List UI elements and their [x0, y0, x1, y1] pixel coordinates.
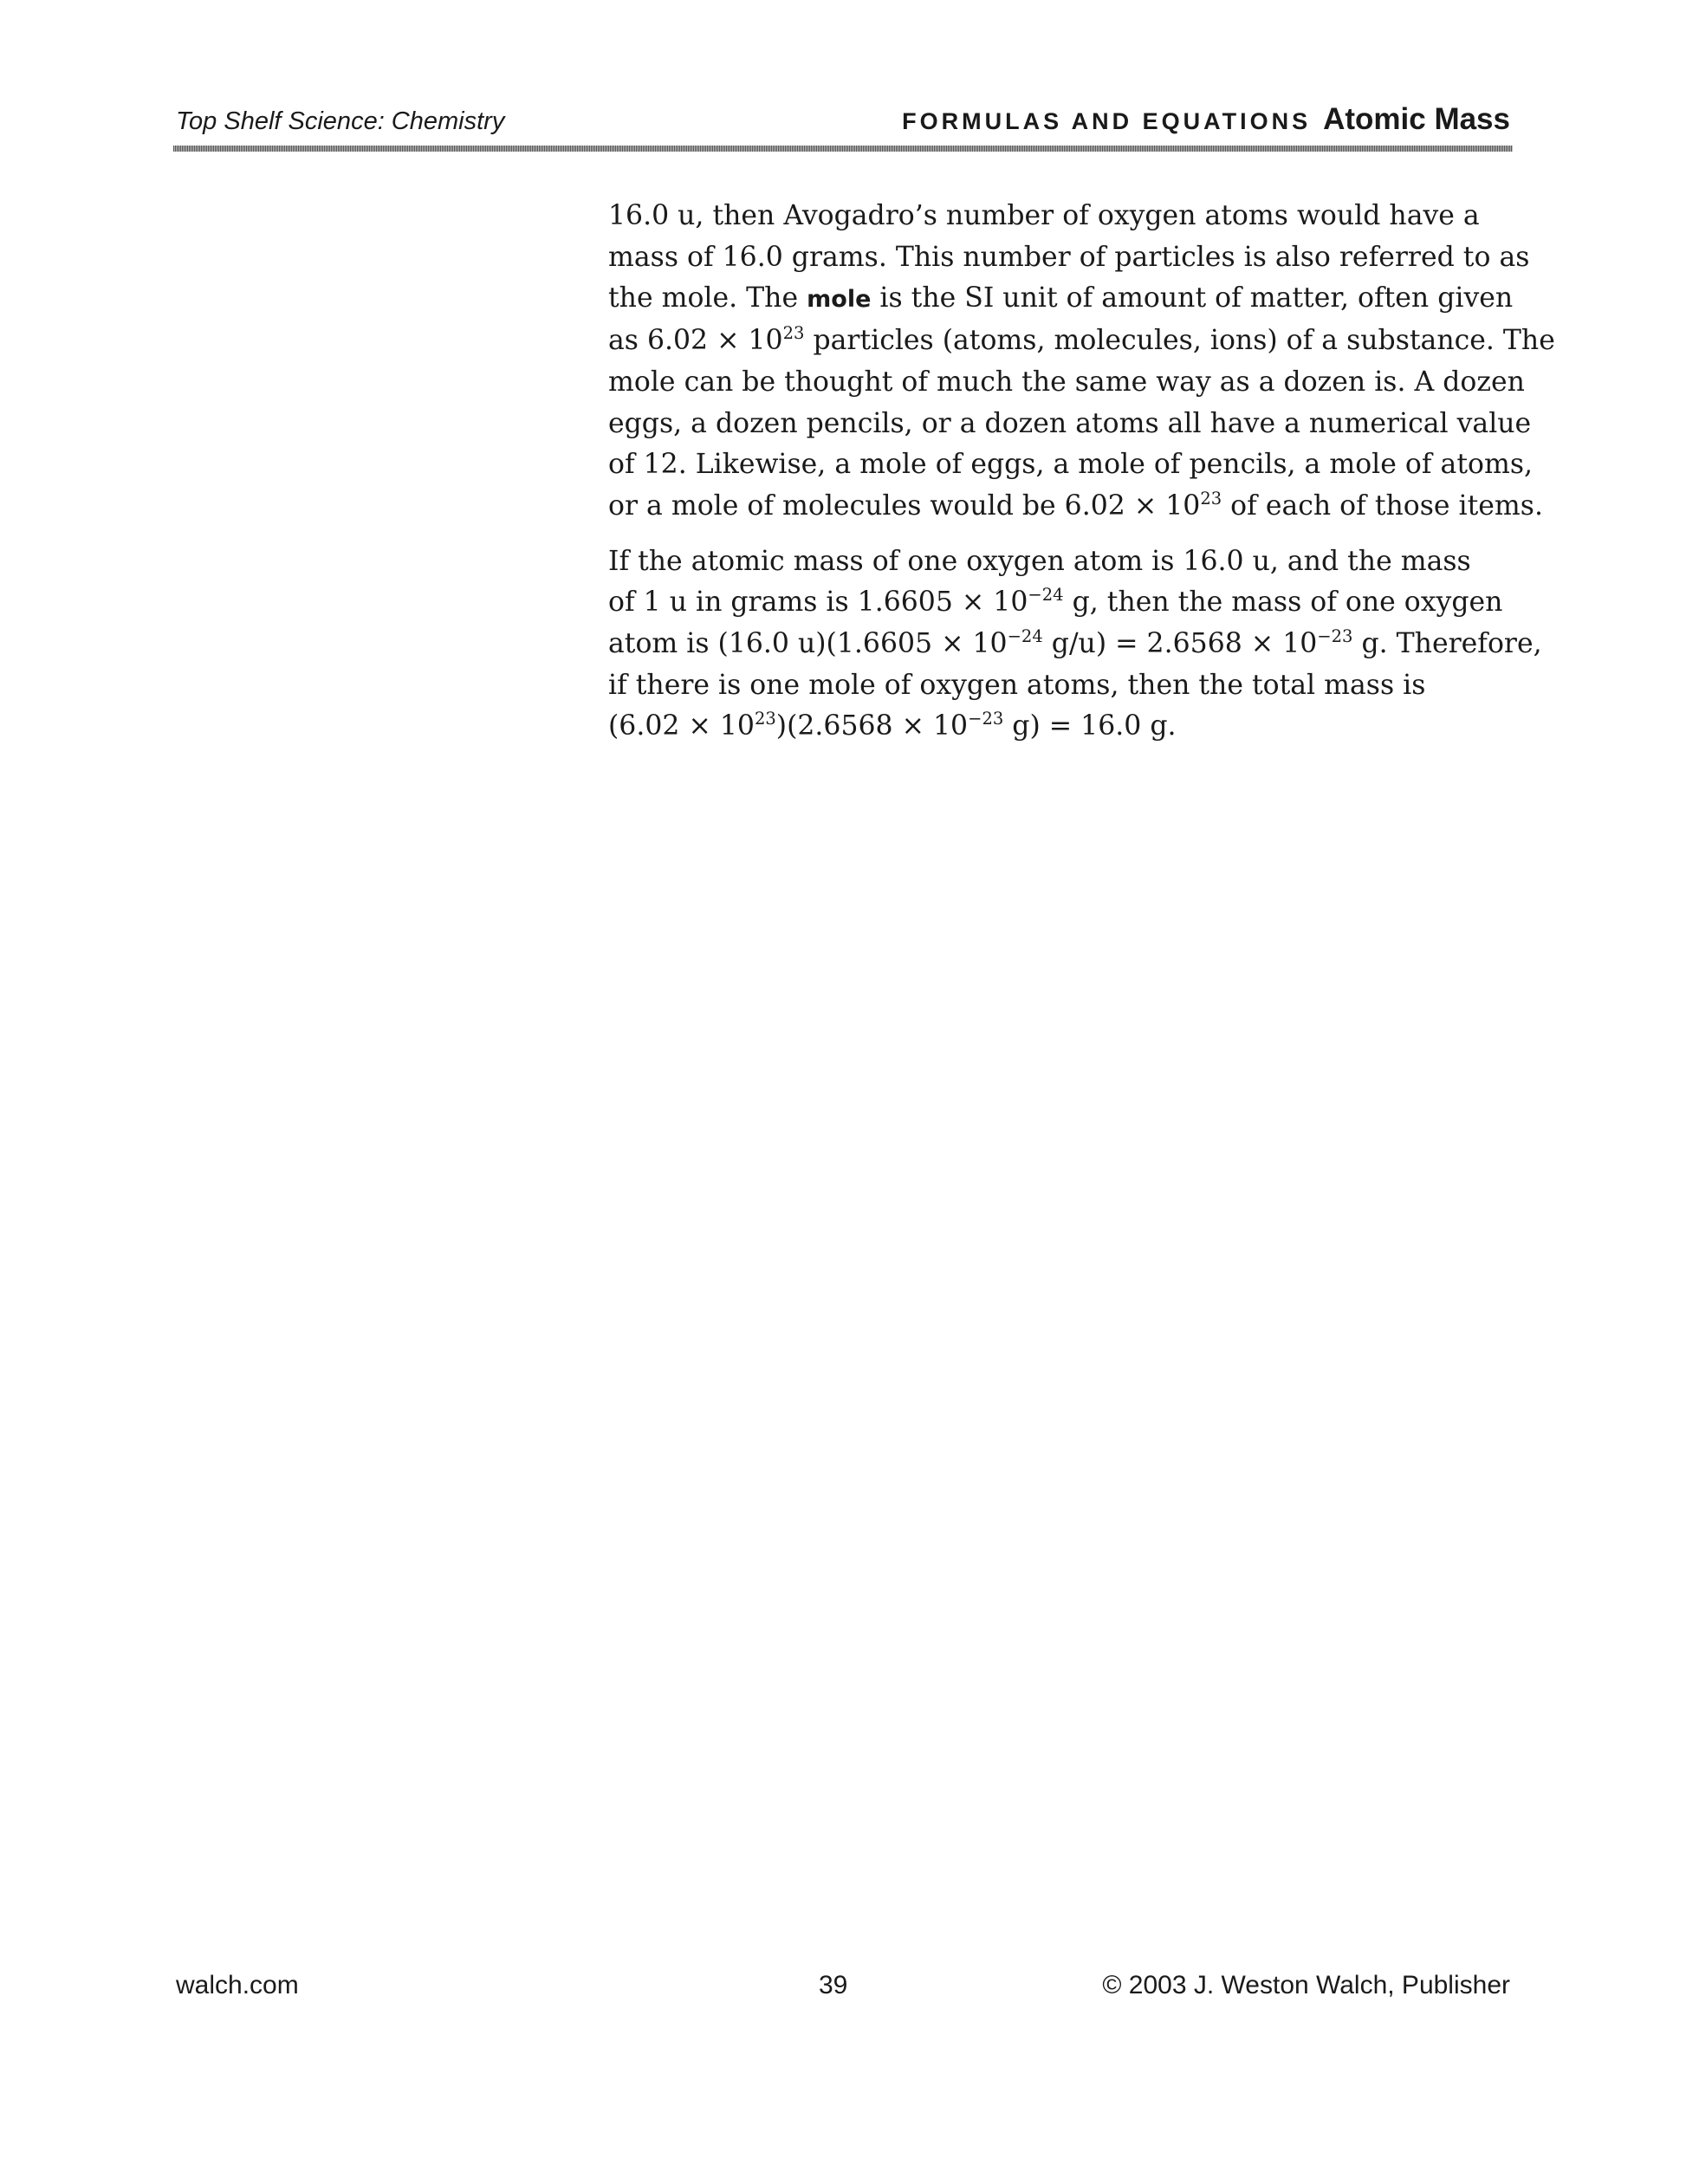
- header-section-title: [902, 102, 1510, 137]
- text-line: eggs, a dozen pencils, or a dozen atoms all have a numerical value: [608, 407, 1532, 439]
- text-segment: g. Therefore,: [1352, 628, 1542, 660]
- text-line: if there is one mole of oxygen atoms, then the total mass is: [608, 669, 1426, 701]
- exponent: −24: [1028, 585, 1064, 606]
- page-footer: [176, 1971, 1510, 2006]
- text-line: mole can be thought of much the same way as a dozen is. A dozen: [608, 366, 1525, 398]
- text-line: mass of 16.0 grams. This number of particles is also referred to as: [608, 241, 1530, 273]
- key-term-mole: mole: [807, 286, 872, 314]
- page-header: [176, 102, 1510, 137]
- text-segment: g, then the mass of one oxygen: [1063, 587, 1503, 619]
- text-line: [608, 486, 1543, 528]
- text-segment: as 6.02 × 10: [608, 325, 783, 357]
- text-line: 16.0 u, then Avogadro’s number of oxygen atoms would have a: [608, 200, 1480, 231]
- exponent: −24: [1007, 625, 1043, 646]
- exponent: 23: [754, 709, 776, 729]
- text-line: [608, 706, 1518, 748]
- text-segment: is the SI unit of amount of matter, often given: [871, 282, 1514, 314]
- publisher-website: walch.com: [176, 1971, 299, 1999]
- page-number: 39: [819, 1971, 848, 1999]
- text-line: If the atomic mass of one oxygen atom is 16.0 u, and the mass: [608, 545, 1471, 577]
- text-segment: of 1 u in grams is 1.6605 × 10: [608, 587, 1028, 619]
- text-line: [608, 582, 1518, 624]
- paragraph-mole-definition: [608, 196, 1555, 528]
- text-segment: of each of those items.: [1222, 489, 1543, 522]
- header-divider: [173, 146, 1513, 152]
- text-segment: (6.02 × 10: [608, 710, 755, 742]
- text-segment: particles (atoms, molecules, ions) of a substance. The: [804, 325, 1555, 357]
- text-segment: atom is (16.0 u)(1.6605 × 10: [608, 628, 1008, 660]
- copyright-notice: © 2003 J. Weston Walch, Publisher: [1102, 1971, 1510, 1999]
- topic-title: Atomic Mass: [1323, 102, 1510, 136]
- exponent: −23: [1317, 625, 1353, 646]
- text-line: [608, 278, 1518, 321]
- exponent: −23: [968, 709, 1004, 729]
- exponent: 23: [1200, 488, 1222, 509]
- section-label: FORMULAS AND EQUATIONS: [902, 108, 1312, 134]
- paragraph-mass-calculation: [608, 541, 1542, 749]
- text-segment: )(2.6568 × 10: [775, 710, 969, 742]
- text-segment: g) = 16.0 g.: [1003, 710, 1177, 742]
- text-line: [608, 321, 1555, 362]
- text-line: [608, 624, 1542, 665]
- text-segment: the mole. The: [608, 282, 807, 314]
- exponent: 23: [782, 323, 805, 344]
- text-line: of 12. Likewise, a mole of eggs, a mole of pencils, a mole of atoms,: [608, 449, 1534, 481]
- book-title: Top Shelf Science: Chemistry: [176, 107, 505, 135]
- text-segment: g/u) = 2.6568 × 10: [1042, 628, 1318, 660]
- text-segment: or a mole of molecules would be 6.02 × 10: [608, 489, 1201, 522]
- body-text: [608, 196, 1555, 748]
